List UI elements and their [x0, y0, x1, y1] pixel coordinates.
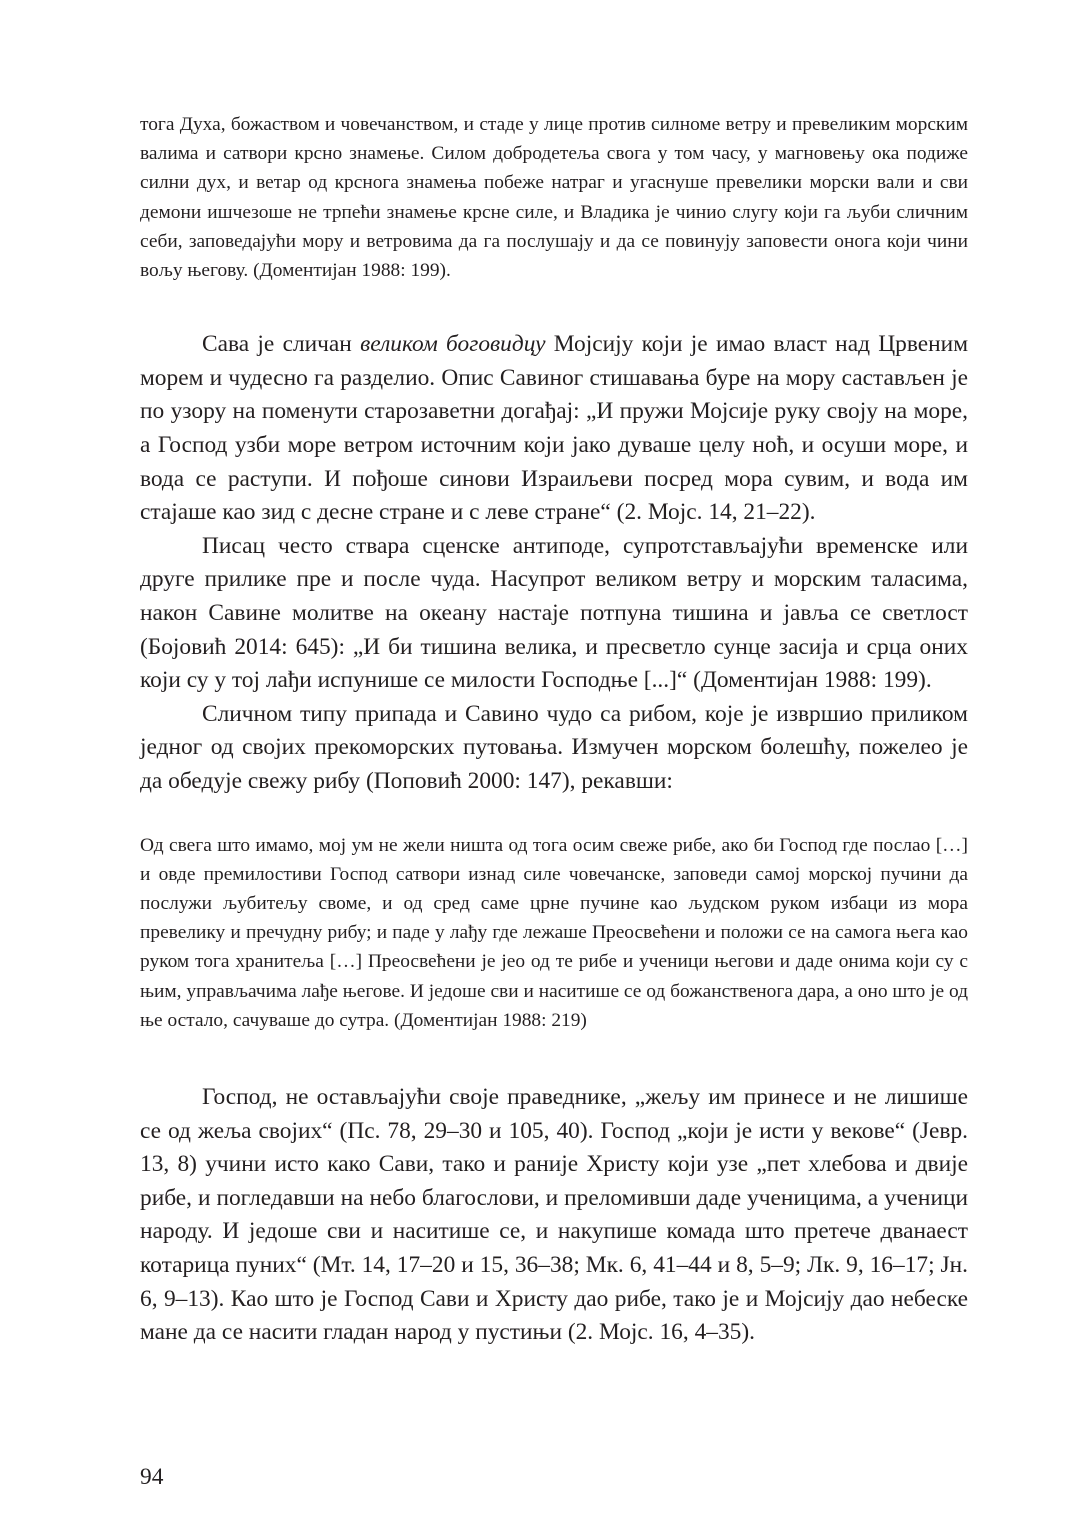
page-number: 94 — [140, 1464, 164, 1490]
block-quote-domentijan-199: тога Духа, божаством и човечанством, и стаде у лице против силноме ветру и превеликим морским валима и сатвори крсно знамење. Силом добродетеља свога у том часу, у магновењу ока подиже силни дух, и ветар од крснога знамења побеже натраг и угаснуше превелики морски вали и сви демони ишчезоше не трпећи знамење крсне силе, и Владика је чинио слугу који га љуби сличним себи, заповедајући мору и ветровима да га послушају и да се повинују заповести онога који чини вољу његову. (Доментијан 1988: 199). — [140, 114, 968, 282]
block-quote-domentijan-219: Од свега што имамо, мој ум не жели ништа од тога осим свеже рибе, ако би Господ где послао […] и овде премилостиви Господ сатвори изнад силе човечанске, заповеди самој морској пучини да послужи љубитељу своме, и од сред саме црне пучине као људском руком избаци из мора превелику и пречудну рибу; и паде у лађу где лежаше Преосвећени и положи се на самога њега као руком тога хранитеља […] Преосвећени је јео од те рибе и ученици његови и даде онима који су с њим, управљачима лађе његове. И једоше сви и наситише се од божанственога дара, а оно што је од ње остало, сачуваше до сутра. (Доментијан 1988: 219) — [140, 834, 968, 1031]
paragraph-sava-mojsije — [140, 328, 968, 530]
page-body — [140, 110, 968, 1350]
paragraph-antipodes: Писац често ствара сценске антиподе, супротстављајући временске или друге прилике пре и после чуда. Насупрот великом ветру и морским таласима, након Савине молитве на океану настаје потпуна тишина и јавља се светлост (Бојовић 2014: 645): „И би тишина велика, и пресветло сунце засија и срца оних који су у тој лађи испунише се милости Господње [...]“ (Доментијан 1988: 199). — [140, 532, 968, 694]
paragraph-god-righteous: Господ, не остављајући своје праведнике, „жељу им принесе и не лишише се од жеља својих“ (Пс. 78, 29–30 и 105, 40). Господ „који је исти у векове“ (Јевр. 13, 8) учини исто како Сави, тако и раније Христу који узе „пет хлебова и двије рибе, и погледавши на небо благослови, и преломивши даде ученицима, а ученици народу. И једоше сви и наситише се, и накупише комада што претече дванаест котарица пуних“ (Мт. 14, 17–20 и 15, 36–38; Мк. 6, 41–44 и 8, 5–9; Лк. 9, 16–17; Јн. 6, 9–13). Као што је Господ Сави и Христу дао рибе, тако је и Мојсију дао небеске мане да се насити гладан народ у пустињи (2. Мојс. 16, 4–35). — [140, 1083, 968, 1346]
paragraph-text: Сава је сличан — [202, 331, 361, 358]
italic-phrase: великом боговидцу — [360, 331, 546, 358]
paragraph-fish-miracle: Сличном типу припада и Савино чудо са рибом, које је извршио приликом једног од својих прекоморских путовања. Измучен морском болешћу, пожелео је да обедује свежу рибу (Поповић 2000: 147), рекавши: — [140, 700, 968, 794]
paragraph-text: Мојсију који је имао власт над Црвеним морем и чудесно га разделио. Опис Савиног стишавања буре на мору састављен је по узору на поменути старозаветни догађај: „И пружи Мојсије руку своју на море, а Господ узби море ветром источним који јако дуваше целу ноћ, и осуши море, и вода се раступи. И пођоше синови Израиљеви посред мора сувим, и вода им стајаше као зид с десне стране и с леве стране“ (2. Мојс. 14, 21–22). — [140, 331, 968, 526]
